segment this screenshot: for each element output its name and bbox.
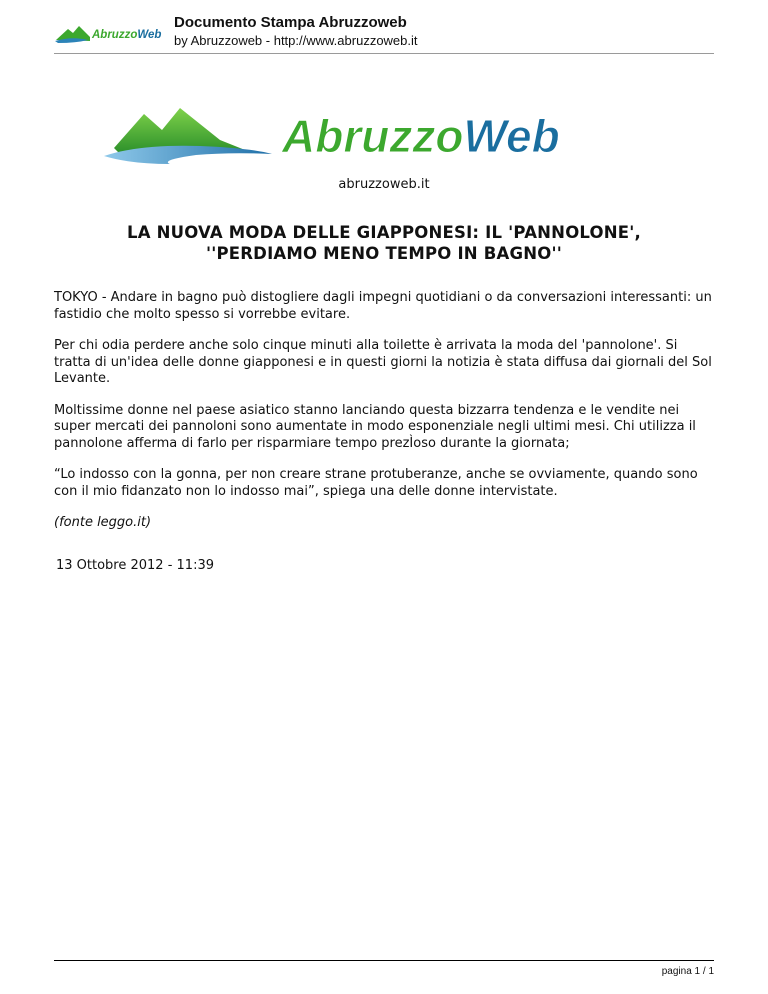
main-logo-text: AbruzzoWeb [282,110,560,162]
header-subtitle: by Abruzzoweb - http://www.abruzzoweb.it [174,33,418,48]
header-divider [54,53,714,54]
article-title-line-2: ''PERDIAMO MENO TEMPO IN BAGNO'' [206,244,562,263]
footer-divider [54,960,714,961]
article-title-line-1: LA NUOVA MODA DELLE GIAPPONESI: IL 'PANNOLONE', [127,223,641,242]
abruzzoweb-small-logo [54,22,164,44]
header-title: Documento Stampa Abruzzoweb [174,14,407,31]
abruzzoweb-main-logo [100,100,640,166]
article-paragraph: “Lo indosso con la gonna, per non creare strane protuberanze, anche se ovviamente, quando sono con il mio fidanzato non lo indosso mai”, spiega una delle donne intervistate. [54,467,698,499]
article-paragraph: Moltissime donne nel paese asiatico stanno lanciando questa bizzarra tendenza e le vendite nei super mercati dei pannoloni sono aumentate in modo esponenziale negli ultimi mesi. Chi utilizza il pannolone afferma di farlo per risparmiare tempo prezÌoso durante la giornata; [54,402,696,451]
article-paragraph: TOKYO - Andare in bagno può distogliere dagli impegni quotidiani o da conversazioni interessanti: un fastidio che molto spesso si vorrebbe evitare. [54,290,712,322]
article-date: 13 Ottobre 2012 - 11:39 [56,558,214,573]
print-header [54,14,714,54]
site-name: abruzzoweb.it [338,177,430,192]
article-title [54,222,714,264]
article-source: (fonte leggo.it) [54,515,152,530]
article-paragraph: Per chi odia perdere anche solo cinque minuti alla toilette è arrivata la moda del 'pannolone'. Si tratta di un'idea delle donne giapponesi e in questi giorni la notizia è stata diffusa dai giornali del Sol Levante. [54,338,712,386]
page-number: pagina 1 / 1 [661,966,714,977]
article-body [54,290,716,547]
small-logo-text: AbruzzoWeb [92,29,162,41]
